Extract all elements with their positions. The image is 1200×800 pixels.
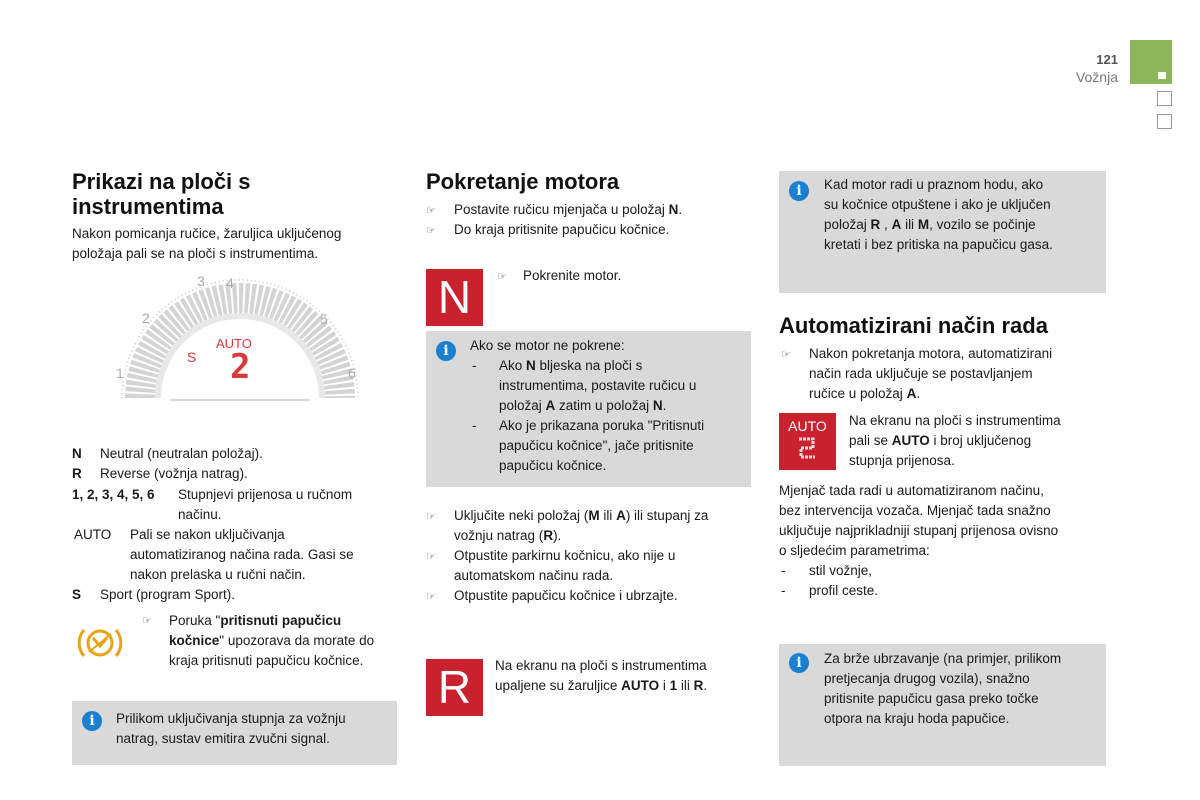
auto-text-l2: pali se AUTO i broj uključenog [849,433,1032,448]
gauge-gear-digit: 2 [230,347,251,387]
info-item-2-l3: papučicu kočnice. [499,458,607,473]
col1-title: Prikazi na ploči s instrumentima [72,169,251,219]
section-tab [1130,40,1172,84]
dash: - [472,358,477,373]
bullet-icon: ☞ [781,349,791,361]
legend-auto-text-2: automatiziranog načina rada. Gasi se [130,547,354,562]
gauge-tick-5: 5 [320,311,328,327]
step-1: Postavite ručicu mjenjača u položaj N. [454,202,683,217]
legend-s [72,585,81,605]
step-start-engine: Pokrenite motor. [523,268,622,283]
bullet-icon: ☞ [426,205,436,217]
info-box-idle [779,171,1106,293]
info-accel-l4: otpora na kraju hoda papučice. [824,711,1010,726]
para-l1: Mjenjač tada radi u automatiziranom načinu, [779,483,1044,498]
legend-n [72,444,82,464]
step-3-l1: Uključite neki položaj (M ili A) ili stupanj za [454,508,709,523]
info-item-1-l3: položaj A zatim u položaj N. [499,398,667,413]
info-icon: i [789,181,809,201]
bullet-icon: ☞ [426,551,436,563]
auto-text-l3: stupnja prijenosa. [849,453,955,468]
info-item-1-l2: instrumentima, postavite ručicu u [499,378,697,393]
auto-indicator [779,413,836,470]
step-5: Otpustite papučicu kočnice i ubrzajte. [454,588,678,603]
gauge-tick-4: 4 [226,275,234,291]
gear-digit-icon [779,433,836,463]
info-accel-l1: Za brže ubrzavanje (na primjer, prilikom [824,651,1062,666]
dash: - [472,418,477,433]
info-box-engine-fail [426,331,751,487]
info-icon: i [789,653,809,673]
para-l3: uključuje najprikladniji stupanj prijenosa ovisno [779,523,1059,538]
tab-marker [1158,72,1166,79]
para-l4: o sljedećim parametrima: [779,543,930,558]
tab-square-1 [1157,91,1172,106]
param-1: stil vožnje, [809,563,873,578]
legend-gears-key: 1, 2, 3, 4, 5, 6 [72,487,155,502]
auto-step-l1: Nakon pokretanja motora, automatizirani [809,346,1053,361]
bullet-icon: ☞ [426,225,436,237]
gauge-tick-6: 6 [348,365,356,381]
gauge-tick-1: 1 [116,365,124,381]
info-reverse-text: Prilikom uključivanja stupnja za vožnju natrag, sustav emitira zvučni signal. [116,711,346,746]
legend-n-text: Neutral (neutralan položaj). [100,446,263,461]
info-item-2-l1: Ako je prikazana poruka "Pritisnuti [499,418,705,433]
gauge-auto-label: AUTO [216,336,252,351]
r-text-l1: Na ekranu na ploči s instrumentima [495,658,707,673]
info-title: Ako se motor ne pokrene: [470,338,625,353]
step-4-l1: Otpustite parkirnu kočnicu, ako nije u [454,548,676,563]
info-icon: i [436,341,456,361]
page-number: 121 [1096,52,1118,67]
gear-n-indicator: N [426,269,483,326]
bullet-icon: ☞ [426,511,436,523]
brake-message: Poruka "pritisnuti papučicu kočnice" upozorava da morate do kraja pritisnuti papučicu kočnice. [169,613,375,668]
gear-gauge-illustration [110,268,370,443]
param-2: profil ceste. [809,583,879,598]
gauge-tick-3: 3 [197,273,205,289]
legend-auto-key: AUTO [74,527,112,542]
col2-title: Pokretanje motora [426,169,620,194]
info-item-2-l2: papučicu kočnice", jače pritisnite [499,438,694,453]
gauge-tick-2: 2 [142,310,150,326]
auto-step-l2: način rada uključuje se postavljanjem [809,366,1033,381]
step-3-l2: vožnju natrag (R). [454,528,562,543]
brake-warning-icon [74,624,126,662]
info-idle-l2: su kočnice otpuštene i ako je uključen [824,197,1051,212]
dash: - [781,583,786,598]
legend-gears-text-2: načinu. [178,507,222,522]
legend-r [72,464,82,484]
info-idle-l1: Kad motor radi u praznom hodu, ako [824,177,1044,192]
info-box-reverse [72,701,397,765]
legend-r-text: Reverse (vožnja natrag). [100,466,248,481]
info-item-1-l1: Ako N bljeska na ploči s [499,358,643,373]
gear-r-indicator: R [426,659,483,716]
legend-auto-text-3: nakon prelaska u ručni način. [130,567,306,582]
legend-auto [74,525,111,545]
col3-title: Automatizirani način rada [779,313,1048,338]
legend-s-key: S [72,587,82,602]
para-l2: bez intervencija vozača. Mjenjač tada snažno [779,503,1051,518]
step-2: Do kraja pritisnite papučicu kočnice. [454,222,670,237]
dash: - [781,563,786,578]
legend-r-key: R [72,466,82,481]
col1-intro: Nakon pomicanja ručice, žaruljica uključenog položaja pali se na ploči s instrumentima. [72,226,342,261]
legend-n-key: N [72,446,82,461]
legend-auto-text-1: Pali se nakon uključivanja [130,527,285,542]
info-accel-l3: pritisnite papučicu gasa preko točke [824,691,1039,706]
auto-indicator-label: AUTO [788,418,827,434]
step-4-l2: automatskom načinu rada. [454,568,614,583]
bullet-icon: ☞ [142,615,152,627]
info-icon: i [82,711,102,731]
legend-gears [72,485,155,505]
tab-square-2 [1157,114,1172,129]
info-idle-l4: kretati i bez pritiska na papučicu gasa. [824,237,1053,252]
auto-text-l1: Na ekranu na ploči s instrumentima [849,413,1061,428]
auto-step-l3: ručice u položaj A. [809,386,921,401]
info-accel-l2: pretjecanja drugog vozila), snažno [824,671,1030,686]
info-idle-l3: položaj R , A ili M, vozilo se počinje [824,217,1036,232]
section-title: Vožnja [1075,69,1118,85]
info-box-acceleration [779,644,1106,766]
gauge-s-label: S [187,349,197,365]
legend-s-text: Sport (program Sport). [100,587,236,602]
legend-gears-text-1: Stupnjevi prijenosa u ručnom [178,487,353,502]
bullet-icon: ☞ [497,271,507,283]
bullet-icon: ☞ [426,591,436,603]
r-text-l2: upaljene su žaruljice AUTO i 1 ili R. [495,678,708,693]
